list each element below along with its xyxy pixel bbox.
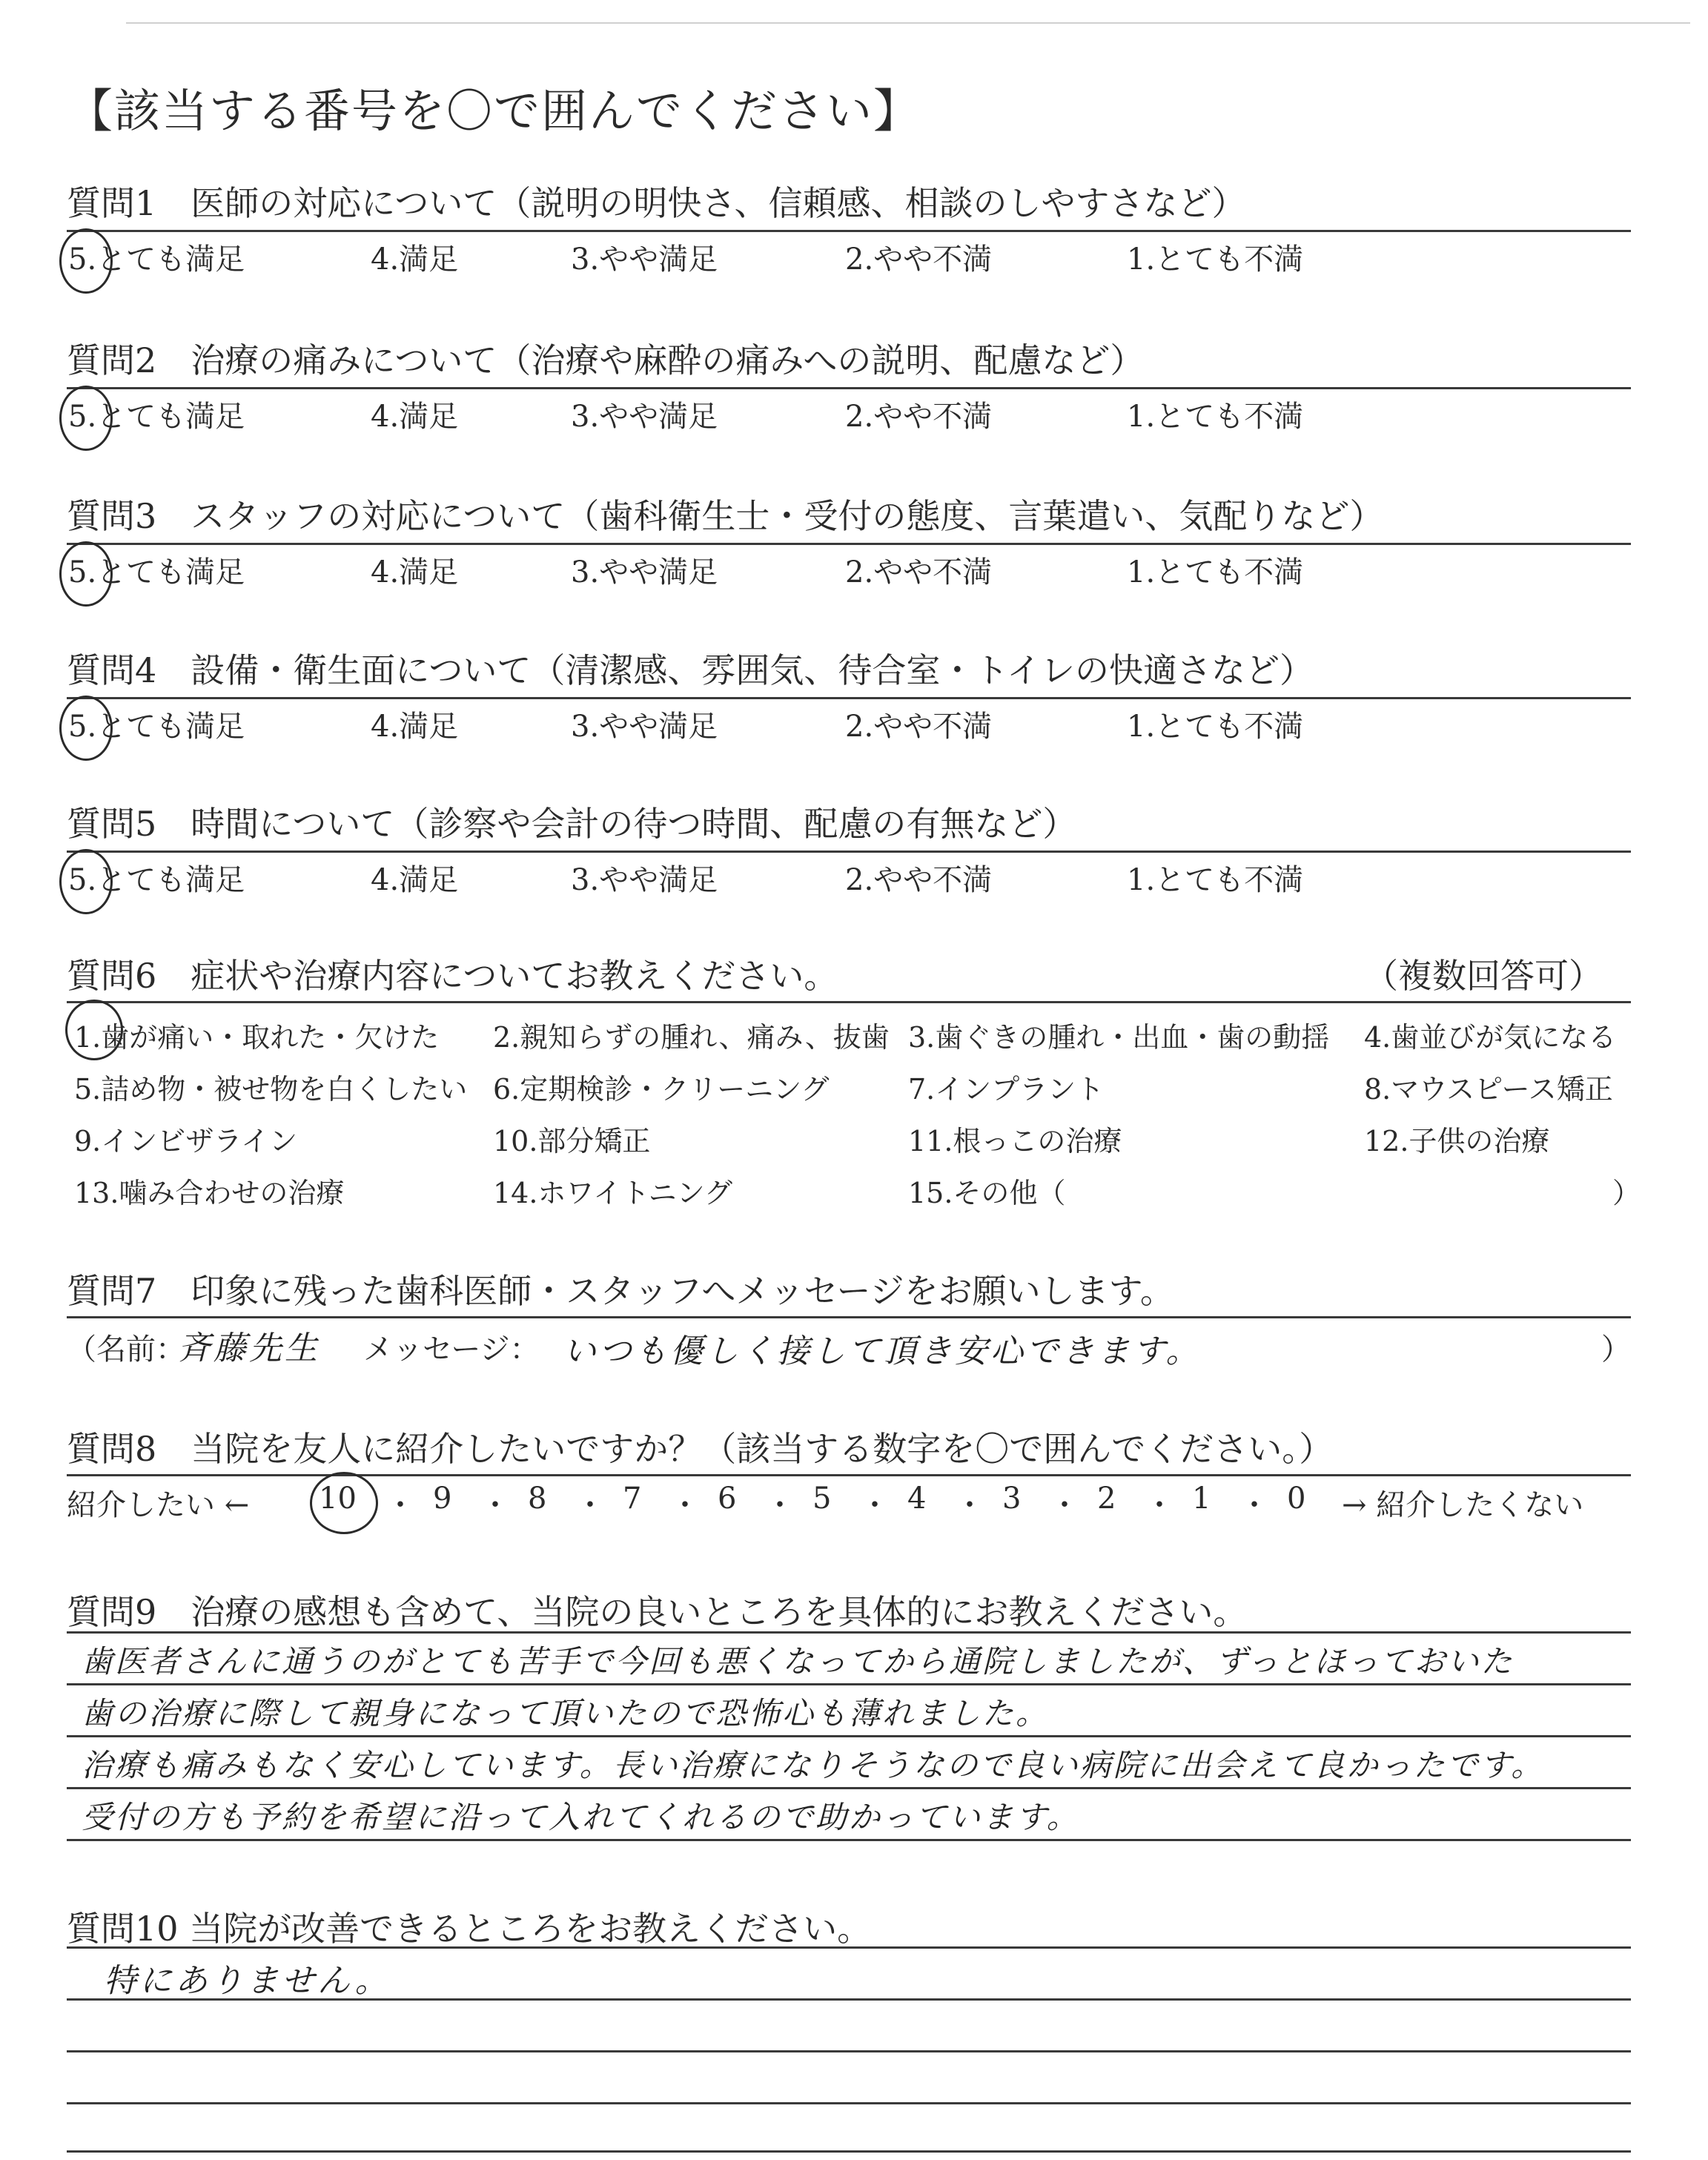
q8-heading: 質問8 当院を友人に紹介したいですか？（該当する数字を〇で囲んでください。） [67,1429,1334,1469]
q9-rule [67,1787,1631,1789]
q8-scale-dot: ・ [1239,1488,1269,1522]
q3-option-5[interactable]: 5.とても満足 [68,555,245,589]
selected-circle-q3 [59,541,113,607]
q1-heading: 質問1 医師の対応について（説明の明快さ、信頼感、相談のしやすさなど） [67,183,1246,223]
q10-rule [67,2102,1631,2104]
q8-scale-4[interactable]: 4 [907,1482,927,1516]
q6-item-6[interactable]: 6.定期検診・クリーニング [493,1073,830,1106]
q8-scale-dot: ・ [1050,1488,1079,1522]
top-edge-line [126,22,1690,24]
q5-option-1[interactable]: 1.とても不満 [1127,863,1304,897]
page-title: 【該当する番号を〇で囲んでください】 [67,84,921,138]
q8-scale-9[interactable]: 9 [433,1482,452,1516]
q7-message-label: メッセージ： [363,1332,540,1367]
q7-rule [67,1316,1631,1318]
q7-name-value[interactable]: 斉藤先生 [178,1330,320,1367]
q2-option-4[interactable]: 4.満足 [371,400,459,434]
q4-option-4[interactable]: 4.満足 [371,710,459,744]
q6-item-4[interactable]: 4.歯並びが気になる [1364,1021,1617,1054]
selected-circle-q8 [310,1472,378,1534]
q3-rule [67,543,1631,545]
q2-option-2[interactable]: 2.やや不満 [845,400,993,434]
q2-rule [67,387,1631,389]
q5-option-3[interactable]: 3.やや満足 [571,863,718,897]
q3-option-4[interactable]: 4.満足 [371,555,459,589]
q4-option-5[interactable]: 5.とても満足 [68,710,245,744]
q3-option-2[interactable]: 2.やや不満 [845,555,993,589]
q6-item-1[interactable]: 1.歯が痛い・取れた・欠けた [74,1021,440,1054]
q4-rule [67,697,1631,699]
q8-scale-0[interactable]: 0 [1287,1482,1306,1516]
selected-circle-q1 [59,228,113,294]
q6-item-11[interactable]: 11.根っこの治療 [908,1125,1122,1157]
q9-answer-line[interactable]: 治療も痛みもなく安心しています。長い治療になりそうなので良い病院に出会えて良かったです。 [82,1747,1545,1783]
selected-circle-q6 [65,1000,123,1060]
q6-item-10[interactable]: 10.部分矯正 [493,1125,651,1157]
q3-heading: 質問3 スタッフの対応について（歯科衛生士・受付の態度、言葉遣い、気配りなど） [67,496,1384,536]
q5-heading: 質問5 時間について（診察や会計の待つ時間、配慮の有無など） [67,804,1077,844]
q5-option-2[interactable]: 2.やや不満 [845,863,993,897]
selected-circle-q2 [59,386,113,451]
q8-rule [67,1474,1631,1476]
q4-option-1[interactable]: 1.とても不満 [1127,710,1304,744]
q6-item-15[interactable]: 15.その他（ [908,1177,1066,1209]
q8-scale-dot: ・ [1145,1488,1174,1522]
q6-heading: 質問6 症状や治療内容についてお教えください。 [67,956,838,996]
q9-answer-line[interactable]: 受付の方も予約を希望に沿って入れてくれるので助かっています。 [82,1799,1080,1835]
q8-scale-6[interactable]: 6 [718,1482,737,1516]
q1-option-4[interactable]: 4.満足 [371,242,459,277]
q8-scale-7[interactable]: 7 [623,1482,642,1516]
q6-item-2[interactable]: 2.親知らずの腫れ、痛み、抜歯 [493,1021,890,1054]
q6-item-16[interactable]: ） [1612,1177,1641,1209]
q1-option-3[interactable]: 3.やや満足 [571,242,718,277]
q6-item-3[interactable]: 3.歯ぐきの腫れ・出血・歯の動揺 [908,1021,1330,1054]
q4-heading: 質問4 設備・衛生面について（清潔感、雰囲気、待合室・トイレの快適さなど） [67,650,1314,690]
q8-left-label: 紹介したい ← [67,1488,250,1522]
q6-rule [67,1001,1631,1003]
q9-rule [67,1683,1631,1685]
q1-rule [67,230,1631,232]
q3-option-3[interactable]: 3.やや満足 [571,555,718,589]
q8-scale-dot: ・ [670,1488,700,1522]
selected-circle-q4 [59,696,113,761]
q6-item-8[interactable]: 8.マウスピース矯正 [1364,1073,1613,1106]
q10-heading: 質問10 当院が改善できるところをお教えください。 [67,1909,872,1949]
q8-scale-dot: ・ [955,1488,984,1522]
q7-name-label: （名前： [67,1332,185,1367]
q8-scale-dot: ・ [765,1488,795,1522]
q9-answer-line[interactable]: 歯の治療に際して親身になって頂いたので恐怖心も薄れました。 [82,1695,1050,1731]
q1-option-5[interactable]: 5.とても満足 [68,242,245,277]
q3-option-1[interactable]: 1.とても不満 [1127,555,1304,589]
q2-option-3[interactable]: 3.やや満足 [571,400,718,434]
q8-scale-3[interactable]: 3 [1002,1482,1022,1516]
q1-option-1[interactable]: 1.とても不満 [1127,242,1304,277]
q4-option-2[interactable]: 2.やや不満 [845,710,993,744]
q9-answer-line[interactable]: 歯医者さんに通うのがとても苦手で今回も悪くなってから通院しましたが、ずっとほっておいた [82,1643,1515,1680]
q6-item-9[interactable]: 9.インビザライン [74,1125,298,1157]
q6-note: （複数回答可） [1364,956,1603,996]
q8-scale-dot: ・ [385,1488,415,1522]
q8-scale-dot: ・ [480,1488,510,1522]
q8-scale-2[interactable]: 2 [1097,1482,1116,1516]
q2-heading: 質問2 治療の痛みについて（治療や麻酔の痛みへの説明、配慮など） [67,340,1145,380]
q10-rule [67,2150,1631,2153]
q8-right-label: → 紹介したくない [1342,1488,1584,1522]
q8-scale-10[interactable]: 10 [319,1482,357,1516]
q6-item-14[interactable]: 14.ホワイトニング [493,1177,733,1209]
q10-rule [67,1946,1631,1949]
q9-rule [67,1735,1631,1737]
q7-heading: 質問7 印象に残った歯科医師・スタッフへメッセージをお願いします。 [67,1271,1174,1311]
q7-close-paren: ） [1601,1332,1631,1367]
q5-option-5[interactable]: 5.とても満足 [68,863,245,897]
q6-item-7[interactable]: 7.インプラント [908,1073,1105,1106]
q6-item-12[interactable]: 12.子供の治療 [1364,1125,1550,1157]
q2-option-1[interactable]: 1.とても不満 [1127,400,1304,434]
q8-scale-8[interactable]: 8 [528,1482,547,1516]
q10-answer-line[interactable]: 特にありません。 [104,1962,391,2000]
q9-rule-top [67,1631,1631,1634]
q10-rule [67,2050,1631,2052]
q9-rule [67,1839,1631,1841]
q8-scale-5[interactable]: 5 [812,1482,832,1516]
q5-rule [67,851,1631,853]
q6-item-5[interactable]: 5.詰め物・被せ物を白くしたい [74,1073,468,1106]
q5-option-4[interactable]: 4.満足 [371,863,459,897]
q2-option-5[interactable]: 5.とても満足 [68,400,245,434]
q4-option-3[interactable]: 3.やや満足 [571,710,718,744]
q7-message-value[interactable]: いつも優しく接して頂き安心できます。 [563,1332,1202,1370]
q1-option-2[interactable]: 2.やや不満 [845,242,993,277]
selected-circle-q5 [59,849,113,914]
q6-item-13[interactable]: 13.噛み合わせの治療 [74,1177,345,1209]
q8-scale-dot: ・ [575,1488,605,1522]
q8-scale-1[interactable]: 1 [1192,1482,1211,1516]
q8-scale-dot: ・ [860,1488,890,1522]
q9-heading: 質問9 治療の感想も含めて、当院の良いところを具体的にお教えください。 [67,1592,1248,1632]
